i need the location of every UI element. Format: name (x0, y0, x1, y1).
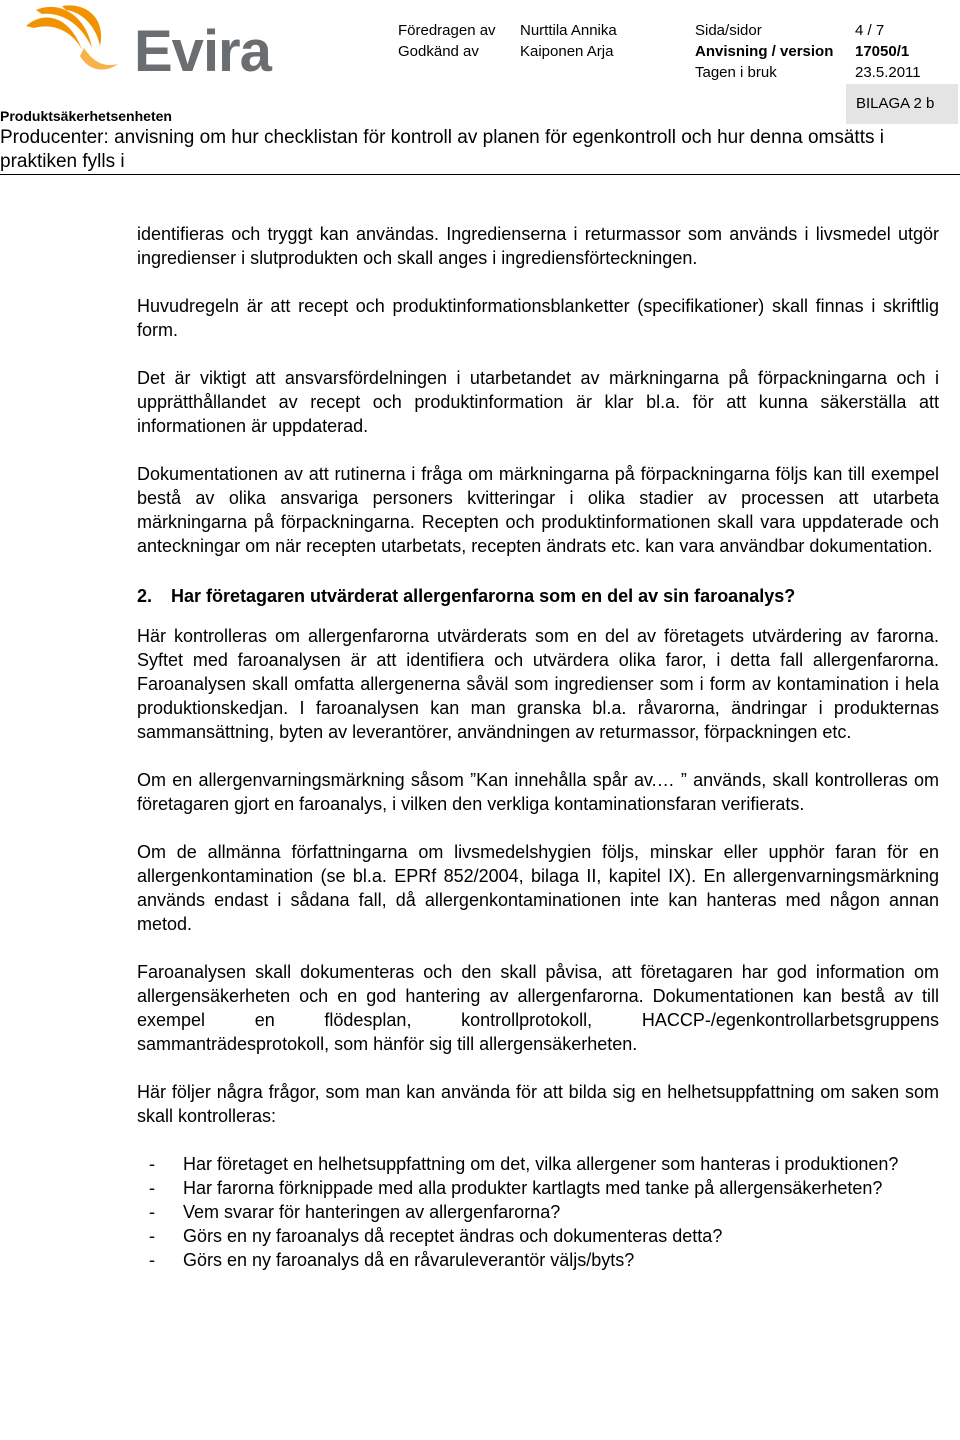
meta-label: Godkänd av (398, 43, 479, 60)
meta-label: Sida/sidor (695, 22, 762, 39)
evira-swoosh-icon (22, 4, 132, 84)
paragraph: Dokumentationen av att rutinerna i fråga om märkningarna på förpackningarna följs kan till exempel bestå av olika ansvariga personers kvitteringar i olika stadier av processen att utarbeta märkningarna på förpackningarna. Recepten och produktinformationen skall vara uppdaterade och anteckningar om när recepten utarbetats, recepten ändrats etc. kan vara användbar dokumentation. (137, 464, 939, 556)
meta-value: Kaiponen Arja (520, 43, 614, 60)
meta-labels-2 (695, 20, 833, 83)
paragraph: Faroanalysen skall dokumenteras och den skall påvisa, att företagaren har god information om allergensäkerheten och en god hantering av allergenfarorna. Dokumentationen kan bestå av till exempel en flödesplan, kontrollprotokoll, HACCP-/egenkontrollarbetsgruppens sammanträdesprotokoll, som hänför sig till allergensäkerheten. (137, 962, 939, 1054)
meta-labels (398, 20, 496, 62)
list-item: - Har företaget en helhetsuppfattning om det, vilka allergener som hanteras i produktionen? (137, 1152, 939, 1176)
meta-values-2 (855, 20, 921, 83)
document-header (0, 0, 960, 176)
annex-badge: BILAGA 2 b (846, 84, 958, 124)
meta-label: Föredragen av (398, 22, 496, 39)
list-item: - Vem svarar för hanteringen av allergenfarorna? (137, 1200, 939, 1224)
document-body (137, 222, 939, 1272)
evira-logo (22, 4, 272, 84)
meta-label: Tagen i bruk (695, 64, 777, 81)
document-title: Producenter: anvisning om hur checklistan för kontroll av planen för egenkontroll och hur denna omsätts i praktiken fylls i (0, 127, 884, 172)
version-number: 17050/1 (855, 43, 910, 60)
list-item: - Görs en ny faroanalys då receptet ändras och dokumenteras detta? (137, 1224, 939, 1248)
list-item: - Har farorna förknippade med alla produkter kartlagts med tanke på allergensäkerheten? (137, 1176, 939, 1200)
page-count: 4 / 7 (855, 22, 885, 39)
effective-date: 23.5.2011 (855, 64, 921, 81)
paragraph: Om en allergenvarningsmärkning såsom ”Kan innehålla spår av.… ” används, skall kontrolleras om företagaren gjort en faroanalys, i vilken den verkliga kontaminationsfaran verifierats. (137, 770, 939, 814)
section-heading-text: Har företagaren utvärderat allergenfarorna som en del av sin faroanalys? (171, 586, 796, 606)
paragraph: Det är viktigt att ansvarsfördelningen i utarbetandet av märkningarna på förpackningarna och i upprätthållandet av recept och produktinformation är klar bl.a. för att kunna säkerställa att informationen är uppdaterad. (137, 368, 939, 436)
meta-values (520, 20, 617, 62)
paragraph: Här kontrolleras om allergenfarorna utvärderats som en del av företagets utvärdering av farorna. Syftet med faroanalysen är att identifiera och utvärdera olika faror, i detta fall allergenfarorna. Faroanalysen skall omfatta allergenerna såväl som ingredienser som i form av kontamination i hela produktionskedjan. I faroanalysen kan man granska bl.a. råvarorna, ändringar i produkternas sammansättning, byten av leverantörer, användningen av returmassor, förpackningen etc. (137, 626, 939, 742)
section-heading (137, 584, 939, 608)
paragraph: Här följer några frågor, som man kan använda för att bilda sig en helhetsuppfattning om saken som skall kontrolleras: (137, 1082, 939, 1126)
logo-wordmark: Evira (134, 19, 271, 84)
header-divider (0, 174, 960, 175)
unit-name: Produktsäkerhetsenheten (0, 108, 172, 124)
paragraph: Om de allmänna författningarna om livsmedelshygien följs, minskar eller upphör faran för en allergenkontamination (se bl.a. EPRf 852/2004, bilaga II, kapitel IX). En allergenvarningsmärkning används endast i sådana fall, då allergenkontaminationen inte kan hanteras med någon annan metod. (137, 842, 939, 934)
question-list (137, 1152, 939, 1272)
section-number: 2. (137, 586, 153, 606)
paragraph: identifieras och tryggt kan användas. Ingredienserna i returmassor som används i livsmedel utgör ingredienser i slutprodukten och skall anges i ingrediensförteckningen. (137, 224, 939, 268)
paragraph: Huvudregeln är att recept och produktinformationsblanketter (specifikationer) skall finnas i skriftlig form. (137, 296, 939, 340)
list-item: - Görs en ny faroanalys då en råvaruleverantör väljs/byts? (137, 1248, 939, 1272)
meta-value: Nurttila Annika (520, 22, 617, 39)
meta-label: Anvisning / version (695, 43, 834, 60)
